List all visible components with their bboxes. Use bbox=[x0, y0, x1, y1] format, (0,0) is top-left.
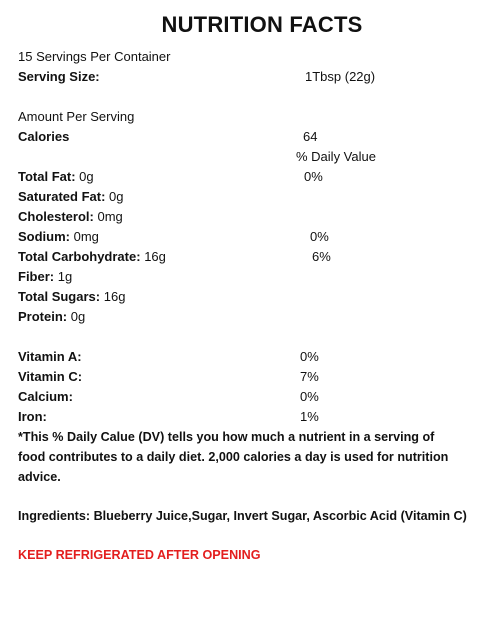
nutrient-label: Fiber: bbox=[18, 269, 55, 284]
nutrient-label: Sodium: bbox=[18, 229, 70, 244]
nutrient-row bbox=[18, 230, 99, 243]
nutrient-dv: 0% bbox=[310, 229, 329, 244]
nutrient-row bbox=[18, 190, 124, 203]
vitamin-label: Calcium: bbox=[18, 389, 73, 404]
page-title: NUTRITION FACTS bbox=[161, 12, 363, 37]
nutrient-label: Protein: bbox=[18, 309, 68, 324]
nutrient-amount: 0g bbox=[70, 309, 86, 324]
vitamin-dv: 0% bbox=[300, 389, 319, 404]
vitamin-dv: 7% bbox=[300, 369, 319, 384]
nutrient-label: Total Fat: bbox=[18, 169, 76, 184]
calories-label: Calories bbox=[18, 129, 70, 144]
nutrient-dv: 6% bbox=[312, 249, 331, 264]
vitamin-label: Iron: bbox=[18, 409, 47, 424]
storage-warning: KEEP REFRIGERATED AFTER OPENING bbox=[18, 548, 261, 562]
vitamin-label: Vitamin C: bbox=[18, 369, 83, 384]
amount-per-serving-heading: Amount Per Serving bbox=[18, 109, 135, 124]
nutrient-row bbox=[18, 310, 85, 323]
calories-value: 64 bbox=[303, 129, 318, 144]
nutrient-dv: 0% bbox=[304, 169, 323, 184]
serving-size-label: Serving Size: bbox=[18, 69, 100, 84]
nutrient-amount: 0mg bbox=[73, 229, 99, 244]
nutrient-amount: 0g bbox=[109, 189, 124, 204]
daily-value-footnote: *This % Daily Calue (DV) tells you how much a nutrient in a serving of food contributes to a daily diet. 2,000 calories a day is used for nutrition advice. bbox=[18, 430, 449, 484]
nutrient-amount: 1g bbox=[57, 269, 73, 284]
nutrient-amount: 16g bbox=[144, 249, 166, 264]
nutrient-label: Saturated Fat: bbox=[18, 189, 106, 204]
nutrient-row bbox=[18, 270, 72, 283]
vitamin-label: Vitamin A: bbox=[18, 349, 82, 364]
servings-per-container: 15 Servings Per Container bbox=[18, 49, 171, 64]
daily-value-header: % Daily Value bbox=[296, 149, 376, 164]
ingredients-list: Ingredients: Blueberry Juice,Sugar, Invert Sugar, Ascorbic Acid (Vitamin C) bbox=[18, 509, 467, 523]
nutrient-row bbox=[18, 250, 166, 263]
nutrient-label: Cholesterol: bbox=[18, 209, 94, 224]
nutrient-label: Total Carbohydrate: bbox=[18, 249, 141, 264]
nutrient-amount: 0mg bbox=[97, 209, 123, 224]
vitamin-dv: 1% bbox=[300, 409, 319, 424]
nutrient-row bbox=[18, 290, 125, 303]
vitamin-dv: 0% bbox=[300, 349, 319, 364]
nutrient-amount: 0g bbox=[79, 169, 94, 184]
nutrient-label: Total Sugars: bbox=[18, 289, 101, 304]
nutrient-amount: 16g bbox=[103, 289, 126, 304]
serving-size-value: 1Tbsp (22g) bbox=[305, 69, 376, 84]
nutrient-row bbox=[18, 210, 123, 223]
nutrient-row bbox=[18, 170, 94, 183]
